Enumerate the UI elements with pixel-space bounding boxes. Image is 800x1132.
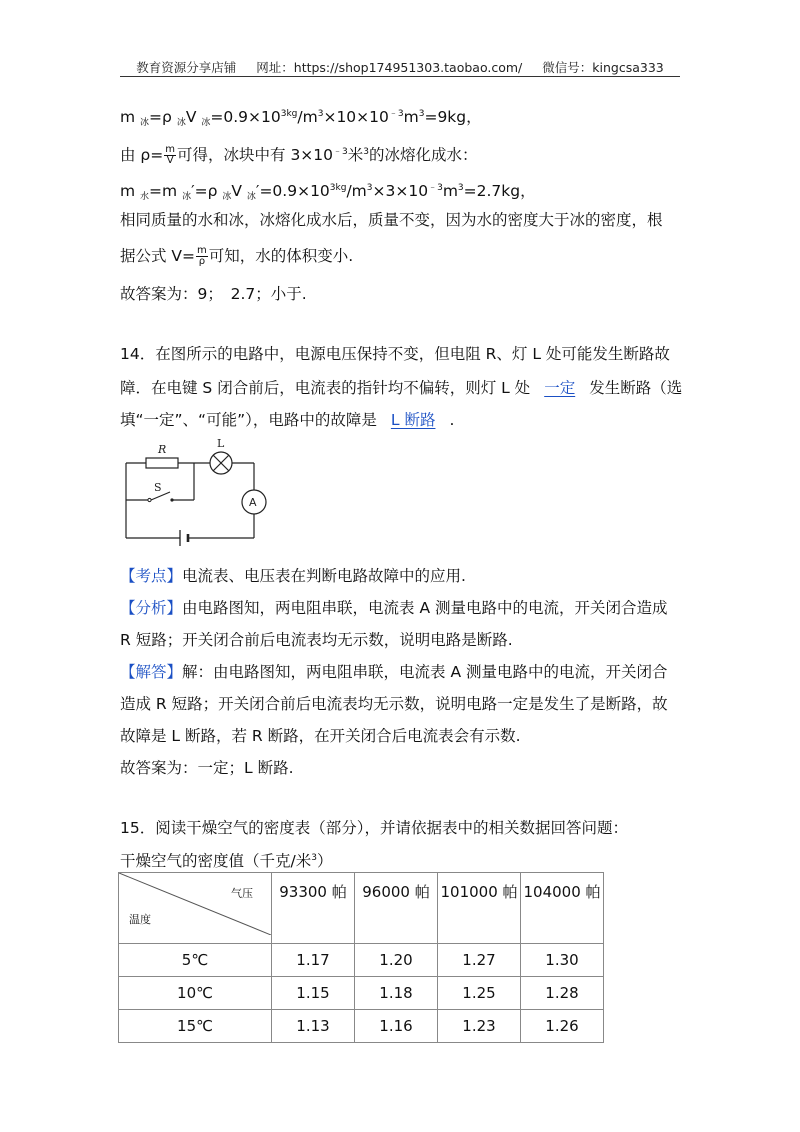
calc-line-1: m $_冰$=ρ $_冰$V $_冰=0.9\times 10^{3kg}/m^3\times 10\times 10^{﹣3}m^3=9kg$， <box>120 108 482 128</box>
column-header: 101000 帕 <box>438 873 521 944</box>
table-cell: 1.13 <box>272 1010 355 1043</box>
q14-line-1: 14．在图所示的电路中，电源电压保持不变，但电阻 R、灯 L 处可能发生断路故 <box>120 345 670 363</box>
calc-line-4: 相同质量的水和冰，冰熔化成水后，质量不变，因为水的密度大于冰的密度，根 <box>120 211 663 229</box>
row-temp: 15℃ <box>119 1010 272 1043</box>
fraction-m-over-v: $\frac{m}{V}$ <box>165 144 176 166</box>
table-cell: 1.16 <box>355 1010 438 1043</box>
table-cell: 1.20 <box>355 944 438 977</box>
label-a: A <box>249 496 257 509</box>
table-cell: 1.23 <box>438 1010 521 1043</box>
q14-jieda-2: 造成 R 短路；开关闭合前后电流表均无示数，说明电路一定是发生了是断路，故 <box>120 695 668 713</box>
column-header: 104000 帕 <box>521 873 604 944</box>
calc-answer: 故答案为：9； 2.7；小于. <box>120 285 307 303</box>
q14-jieda-3: 故障是 L 断路，若 R 断路，在开关闭合后电流表会有示数. <box>120 727 521 745</box>
fraction-m-over-rho: $\frac{m}{\rho}$ <box>197 245 207 267</box>
table-row <box>119 977 604 1010</box>
air-density-table <box>118 872 604 1043</box>
table-cell: 1.30 <box>521 944 604 977</box>
table-cell: 1.28 <box>521 977 604 1010</box>
q14-kaodian: 【考点】电流表、电压表在判断电路故障中的应用. <box>120 567 466 585</box>
circuit-diagram <box>118 438 268 550</box>
page-header <box>120 58 680 76</box>
header-divider <box>120 76 680 77</box>
header-wechat: 微信号：kingcsa333 <box>542 60 664 75</box>
q14-answer: 故答案为：一定；L 断路. <box>120 759 294 777</box>
table-cell: 1.15 <box>272 977 355 1010</box>
corner-label-pressure: 气压 <box>231 887 253 900</box>
calc-line-5: 据公式 V= $\frac{m}{\rho}$ 可知，水的体积变小. <box>120 245 354 267</box>
corner-label-temperature: 温度 <box>129 913 151 926</box>
table-header-row <box>119 873 604 944</box>
table-cell: 1.26 <box>521 1010 604 1043</box>
table-row <box>119 944 604 977</box>
calc-line-2: 由 ρ= $\frac{m}{V}$ 可得，冰块中有 $3\times 10^{﹣3}$米$^3$的冰熔化成水： <box>120 144 478 166</box>
table-corner-cell <box>119 873 272 944</box>
table-cell: 1.18 <box>355 977 438 1010</box>
q14-line-3: 填“一定”、“可能”），电路中的故障是 L 断路 . <box>120 411 455 429</box>
label-r: R <box>158 443 167 456</box>
column-header: 93300 帕 <box>272 873 355 944</box>
label-l: L <box>217 438 225 450</box>
q14-line-2: 障．在电键 S 闭合前后，电流表的指针均不偏转，则灯 L 处 一定 发生断路（选 <box>120 379 683 397</box>
table-cell: 1.17 <box>272 944 355 977</box>
table-cell: 1.25 <box>438 977 521 1010</box>
q15-line-1: 15．阅读干燥空气的密度表（部分），并请依据表中的相关数据回答问题： <box>120 819 628 837</box>
header-shop: 教育资源分享店铺 <box>136 60 237 75</box>
column-header: 96000 帕 <box>355 873 438 944</box>
header-url: 网址：https://shop174951303.taobao.com/ <box>256 60 523 75</box>
q14-answer-1: 一定 <box>544 379 576 397</box>
switch-s-contact <box>148 498 151 501</box>
resistor-r <box>146 458 178 468</box>
q14-fenxi-2: R 短路；开关闭合前后电流表均无示数，说明电路是断路. <box>120 631 513 649</box>
label-s: S <box>154 481 162 494</box>
q14-fenxi: 【分析】由电路图知，两电阻串联，电流表 A 测量电路中的电流，开关闭合造成 <box>120 599 668 617</box>
q14-answer-2: L 断路 <box>390 411 436 429</box>
table-cell: 1.27 <box>438 944 521 977</box>
table-row <box>119 1010 604 1043</box>
row-temp: 10℃ <box>119 977 272 1010</box>
row-temp: 5℃ <box>119 944 272 977</box>
calc-line-3: m $_水$=m $_冰$′=ρ $_冰$V $_冰'=0.9\times 10^{3kg}/m^3\times 3\times 10^{﹣3}m^3=2.7kg$， <box>120 182 536 202</box>
q15-table-caption: 干燥空气的密度值（千克/米$^3$） <box>120 852 333 870</box>
q14-jieda: 【解答】解：由电路图知，两电阻串联，电流表 A 测量电路中的电流，开关闭合 <box>120 663 668 681</box>
